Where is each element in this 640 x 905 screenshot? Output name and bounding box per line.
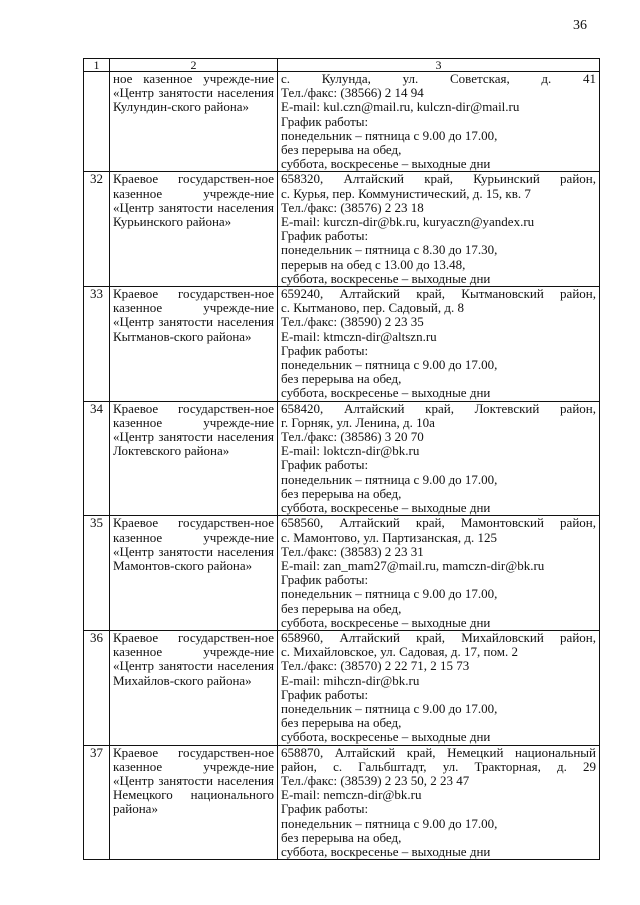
- table-header-row: [84, 59, 600, 72]
- contact-line: E-mail: kul.czn@mail.ru, kulczn-dir@mail.ru: [281, 99, 520, 115]
- contact-line: Тел./факс: (38586) 3 20 70: [281, 429, 424, 445]
- row-number: 34: [84, 401, 110, 516]
- organization-name: Краевое государствен-ное казенное учрежде-ние «Центр занятости населения Михайлов-ского района»: [110, 630, 278, 745]
- contact-line: суббота, воскресенье – выходные дни: [281, 500, 491, 516]
- organization-name: Краевое государствен-ное казенное учрежде-ние «Центр занятости населения Кытманов-ского района»: [110, 287, 278, 402]
- contact-details: [278, 172, 600, 287]
- employment-centers-table: [83, 58, 600, 860]
- contact-line: без перерыва на обед,: [281, 485, 402, 501]
- contact-line: понедельник – пятница с 9.00 до 17.00,: [281, 127, 498, 143]
- contact-line: понедельник – пятница с 9.00 до 17.00,: [281, 815, 498, 831]
- contact-line: без перерыва на обед,: [281, 829, 402, 845]
- contact-line: 659240, Алтайский край, Кытмановский район,: [281, 286, 596, 302]
- contact-line: График работы:: [281, 228, 369, 244]
- contact-line: График работы:: [281, 801, 369, 817]
- contact-line: суббота, воскресенье – выходные дни: [281, 614, 491, 630]
- table-body: [84, 72, 600, 860]
- contact-line: E-mail: loktczn-dir@bk.ru: [281, 443, 420, 459]
- contact-line: 658560, Алтайский край, Мамонтовский район,: [281, 515, 596, 531]
- contact-details: [278, 72, 600, 172]
- contact-line: понедельник – пятница с 8.30 до 17.30,: [281, 242, 498, 258]
- organization-name: ное казенное учрежде-ние «Центр занятости населения Кулундин-ского района»: [110, 72, 278, 172]
- table-row: [84, 287, 600, 402]
- contact-line: Тел./факс: (38570) 2 22 71, 2 15 73: [281, 658, 470, 674]
- contact-line: без перерыва на обед,: [281, 142, 402, 158]
- contact-line: Тел./факс: (38539) 2 23 50, 2 23 47: [281, 772, 470, 788]
- contact-line: График работы:: [281, 342, 369, 358]
- page-number: 36: [573, 18, 587, 33]
- organization-name: Краевое государствен-ное казенное учрежде-ние «Центр занятости населения Мамонтов-ского района»: [110, 516, 278, 631]
- contact-details: [278, 516, 600, 631]
- contact-line: понедельник – пятница с 9.00 до 17.00,: [281, 471, 498, 487]
- contact-line: без перерыва на обед,: [281, 371, 402, 387]
- contact-line: понедельник – пятница с 9.00 до 17.00,: [281, 586, 498, 602]
- table-row: [84, 516, 600, 631]
- table-row: [84, 401, 600, 516]
- contact-line: без перерыва на обед,: [281, 600, 402, 616]
- contact-line: без перерыва на обед,: [281, 715, 402, 731]
- contact-line: E-mail: kurczn-dir@bk.ru, kuryaczn@yandex.ru: [281, 214, 535, 230]
- row-number: 36: [84, 630, 110, 745]
- contact-line: перерыв на обед с 13.00 до 13.48,: [281, 256, 466, 272]
- contact-details: [278, 745, 600, 860]
- contact-line: E-mail: zan_mam27@mail.ru, mamczn-dir@bk.ru: [281, 557, 545, 573]
- contact-line: Тел./факс: (38583) 2 23 31: [281, 543, 424, 559]
- contact-line: Тел./факс: (38590) 2 23 35: [281, 314, 424, 330]
- contact-line: понедельник – пятница с 9.00 до 17.00,: [281, 357, 498, 373]
- contact-line: г. Горняк, ул. Ленина, д. 10а: [281, 414, 435, 430]
- table-row: [84, 72, 600, 172]
- contact-line: с. Кулунда, ул. Советская, д. 41: [281, 71, 596, 86]
- organization-name: Краевое государствен-ное казенное учрежде-ние «Центр занятости населения Курьинского района»: [110, 172, 278, 287]
- contact-line: 658960, Алтайский край, Михайловский район,: [281, 629, 596, 645]
- contact-line: 658870, Алтайский край, Немецкий национальный: [281, 744, 596, 760]
- organization-name: Краевое государствен-ное казенное учрежде-ние «Центр занятости населения Локтевского района»: [110, 401, 278, 516]
- contact-line: суббота, воскресенье – выходные дни: [281, 843, 491, 859]
- row-number: [84, 72, 110, 172]
- contact-line: График работы:: [281, 457, 369, 473]
- contact-line: с. Мамонтово, ул. Партизанская, д. 125: [281, 529, 497, 545]
- contact-line: E-mail: nemczn-dir@bk.ru: [281, 787, 422, 803]
- contact-line: понедельник – пятница с 9.00 до 17.00,: [281, 700, 498, 716]
- contact-line: с. Кытманово, пер. Садовый, д. 8: [281, 300, 464, 316]
- contact-line: 658420, Алтайский край, Локтевский район,: [281, 400, 596, 416]
- contact-line: суббота, воскресенье – выходные дни: [281, 385, 491, 401]
- contact-line: График работы:: [281, 113, 369, 129]
- contact-details: [278, 630, 600, 745]
- row-number: 35: [84, 516, 110, 631]
- organization-name: Краевое государствен-ное казенное учрежде-ние «Центр занятости населения Немецкого национального района»: [110, 745, 278, 860]
- contact-details: [278, 287, 600, 402]
- contact-line: с. Михайловское, ул. Садовая, д. 17, пом. 2: [281, 644, 518, 660]
- table-row: [84, 630, 600, 745]
- row-number: 32: [84, 172, 110, 287]
- table-row: [84, 172, 600, 287]
- contact-line: 658320, Алтайский край, Курьинский район,: [281, 171, 596, 187]
- contact-line: E-mail: mihczn-dir@bk.ru: [281, 672, 420, 688]
- row-number: 37: [84, 745, 110, 860]
- contact-line: График работы:: [281, 686, 369, 702]
- contact-line: суббота, воскресенье – выходные дни: [281, 270, 491, 286]
- contact-line: Тел./факс: (38576) 2 23 18: [281, 199, 424, 215]
- contact-details: [278, 401, 600, 516]
- contact-line: суббота, воскресенье – выходные дни: [281, 729, 491, 745]
- contact-line: суббота, воскресенье – выходные дни: [281, 156, 491, 172]
- contact-line: район, с. Гальбштадт, ул. Тракторная, д. 29: [281, 758, 596, 774]
- contact-line: E-mail: ktmczn-dir@altszn.ru: [281, 328, 437, 344]
- column-header-organization: 2: [110, 59, 278, 72]
- contact-line: Тел./факс: (38566) 2 14 94: [281, 85, 424, 101]
- column-header-contacts: 3: [278, 59, 600, 72]
- contact-line: График работы:: [281, 572, 369, 588]
- contact-line: с. Курья, пер. Коммунистический, д. 15, кв. 7: [281, 185, 531, 201]
- column-header-number: 1: [84, 59, 110, 72]
- table-row: [84, 745, 600, 860]
- row-number: 33: [84, 287, 110, 402]
